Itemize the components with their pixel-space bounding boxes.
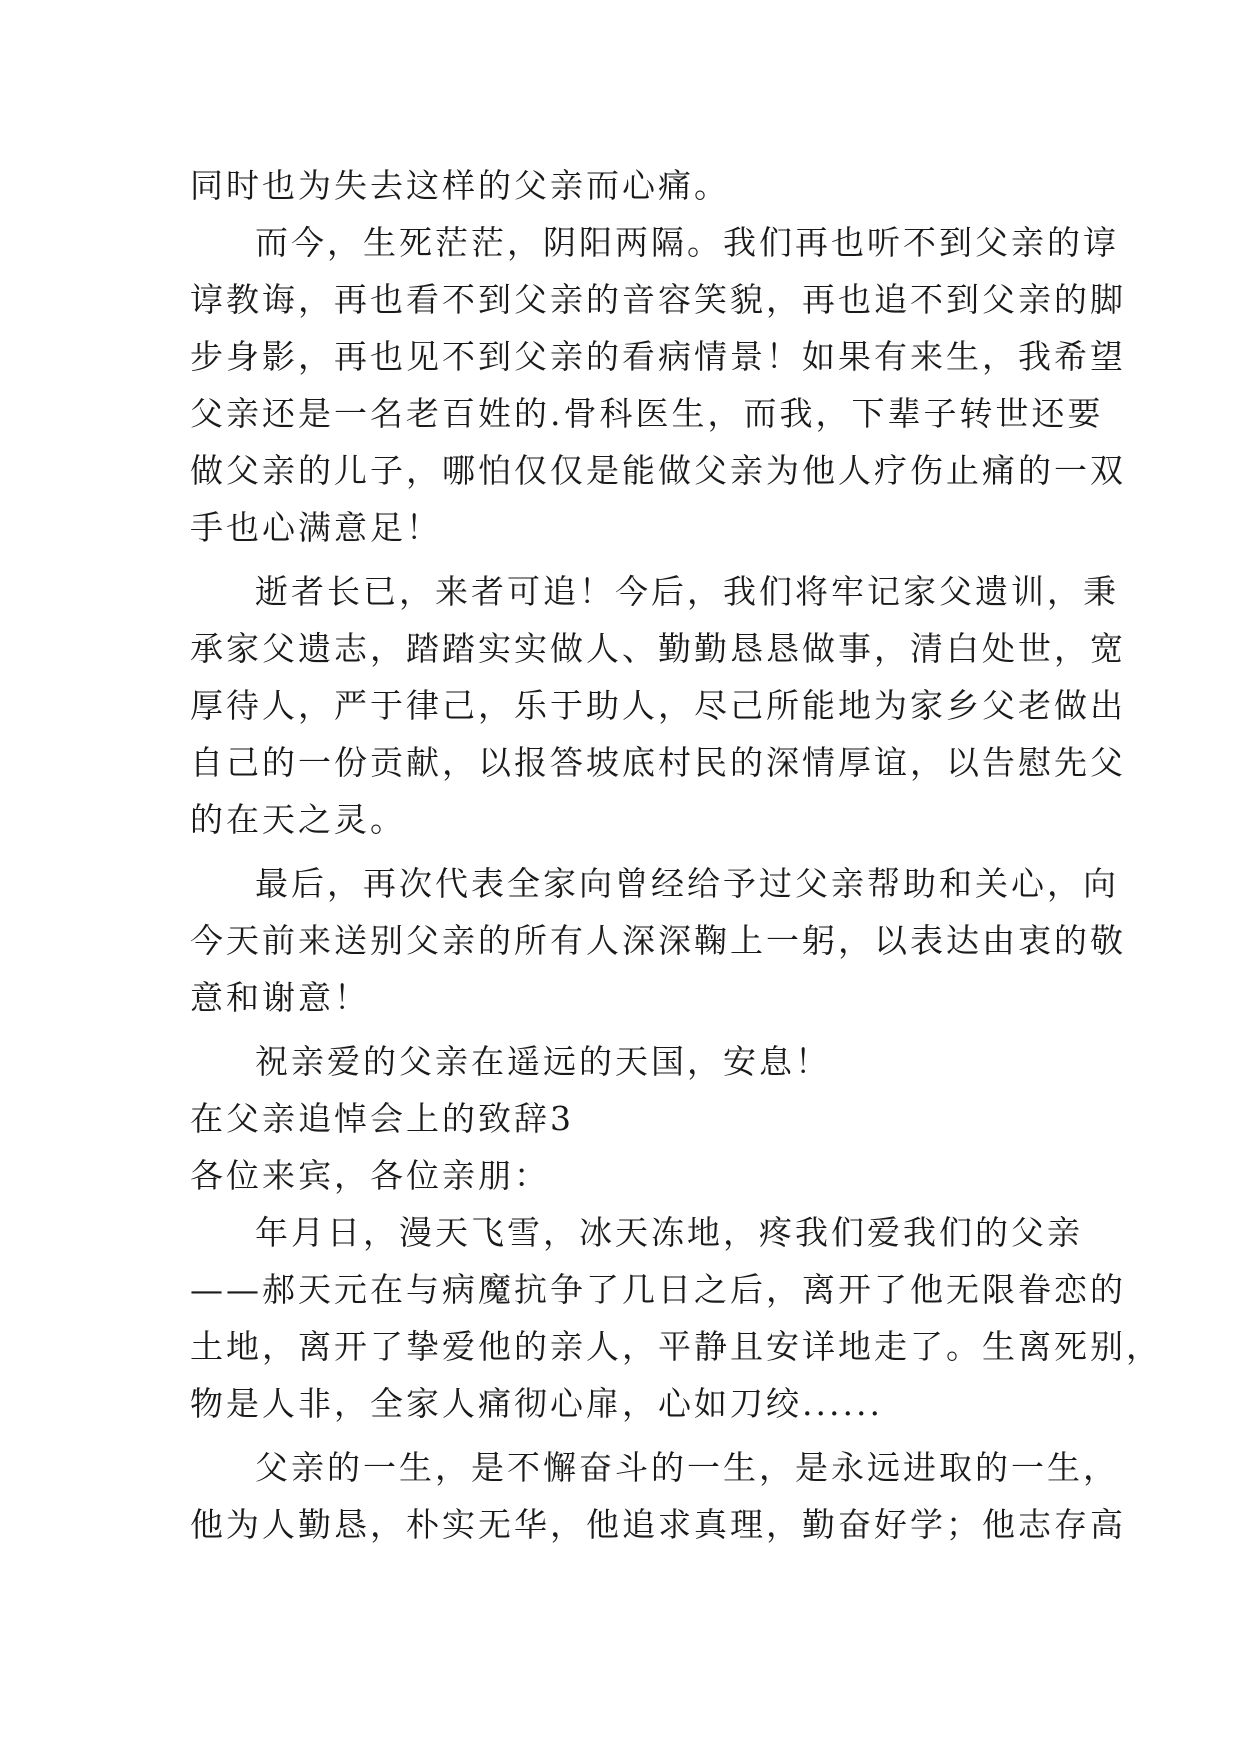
text-line: 做父亲的儿子，哪怕仅仅是能做父亲为他人疗伤止痛的一双 (190, 451, 1126, 490)
text-line: 父亲还是一名老百姓的.骨科医生，而我，下辈子转世还要 (190, 394, 1104, 433)
paragraph-start-line: 逝者长已，来者可追！今后，我们将牢记家父遗训，秉 (255, 572, 1119, 611)
text-line: 厚待人，严于律己，乐于助人，尽己所能地为家乡父老做出 (190, 686, 1126, 725)
text-line: 意和谢意！ (190, 978, 370, 1017)
text-line: 他为人勤恳，朴实无华，他追求真理，勤奋好学；他志存高 (190, 1505, 1126, 1544)
paragraph-start-line: 最后，再次代表全家向曾经给予过父亲帮助和关心，向 (255, 864, 1119, 903)
text-line: 自己的一份贡献，以报答坡底村民的深情厚谊，以告慰先父 (190, 743, 1126, 782)
text-line: 步身影，再也见不到父亲的看病情景！如果有来生，我希望 (190, 337, 1126, 376)
text-line: 手也心满意足！ (190, 508, 442, 547)
text-line: ——郝天元在与病魔抗争了几日之后，离开了他无限眷恋的 (190, 1270, 1126, 1309)
text-line: 的在天之灵。 (190, 800, 406, 839)
paragraph-start-line: 而今，生死茫茫，阴阳两隔。我们再也听不到父亲的谆 (255, 223, 1119, 262)
text-line: 物是人非，全家人痛彻心扉，心如刀绞...... (190, 1384, 883, 1423)
paragraph-start-line: 祝亲爱的父亲在遥远的天国，安息！ (255, 1042, 831, 1081)
text-line: 今天前来送别父亲的所有人深深鞠上一躬，以表达由衷的敬 (190, 921, 1126, 960)
paragraph-start-line: 父亲的一生，是不懈奋斗的一生，是永远进取的一生， (255, 1448, 1119, 1487)
text-line: 承家父遗志，踏踏实实做人、勤勤恳恳做事，清白处世，宽 (190, 629, 1126, 668)
text-line: 谆教诲，再也看不到父亲的音容笑貌，再也追不到父亲的脚 (190, 280, 1126, 319)
text-line: 同时也为失去这样的父亲而心痛。 (190, 166, 730, 205)
salutation: 各位来宾，各位亲朋： (190, 1156, 550, 1195)
paragraph-start-line: 年月日，漫天飞雪，冰天冻地，疼我们爱我们的父亲 (255, 1213, 1083, 1252)
text-line: 土地，离开了挚爱他的亲人，平静且安详地走了。生离死别， (190, 1327, 1162, 1366)
section-heading: 在父亲追悼会上的致辞3 (190, 1099, 574, 1138)
